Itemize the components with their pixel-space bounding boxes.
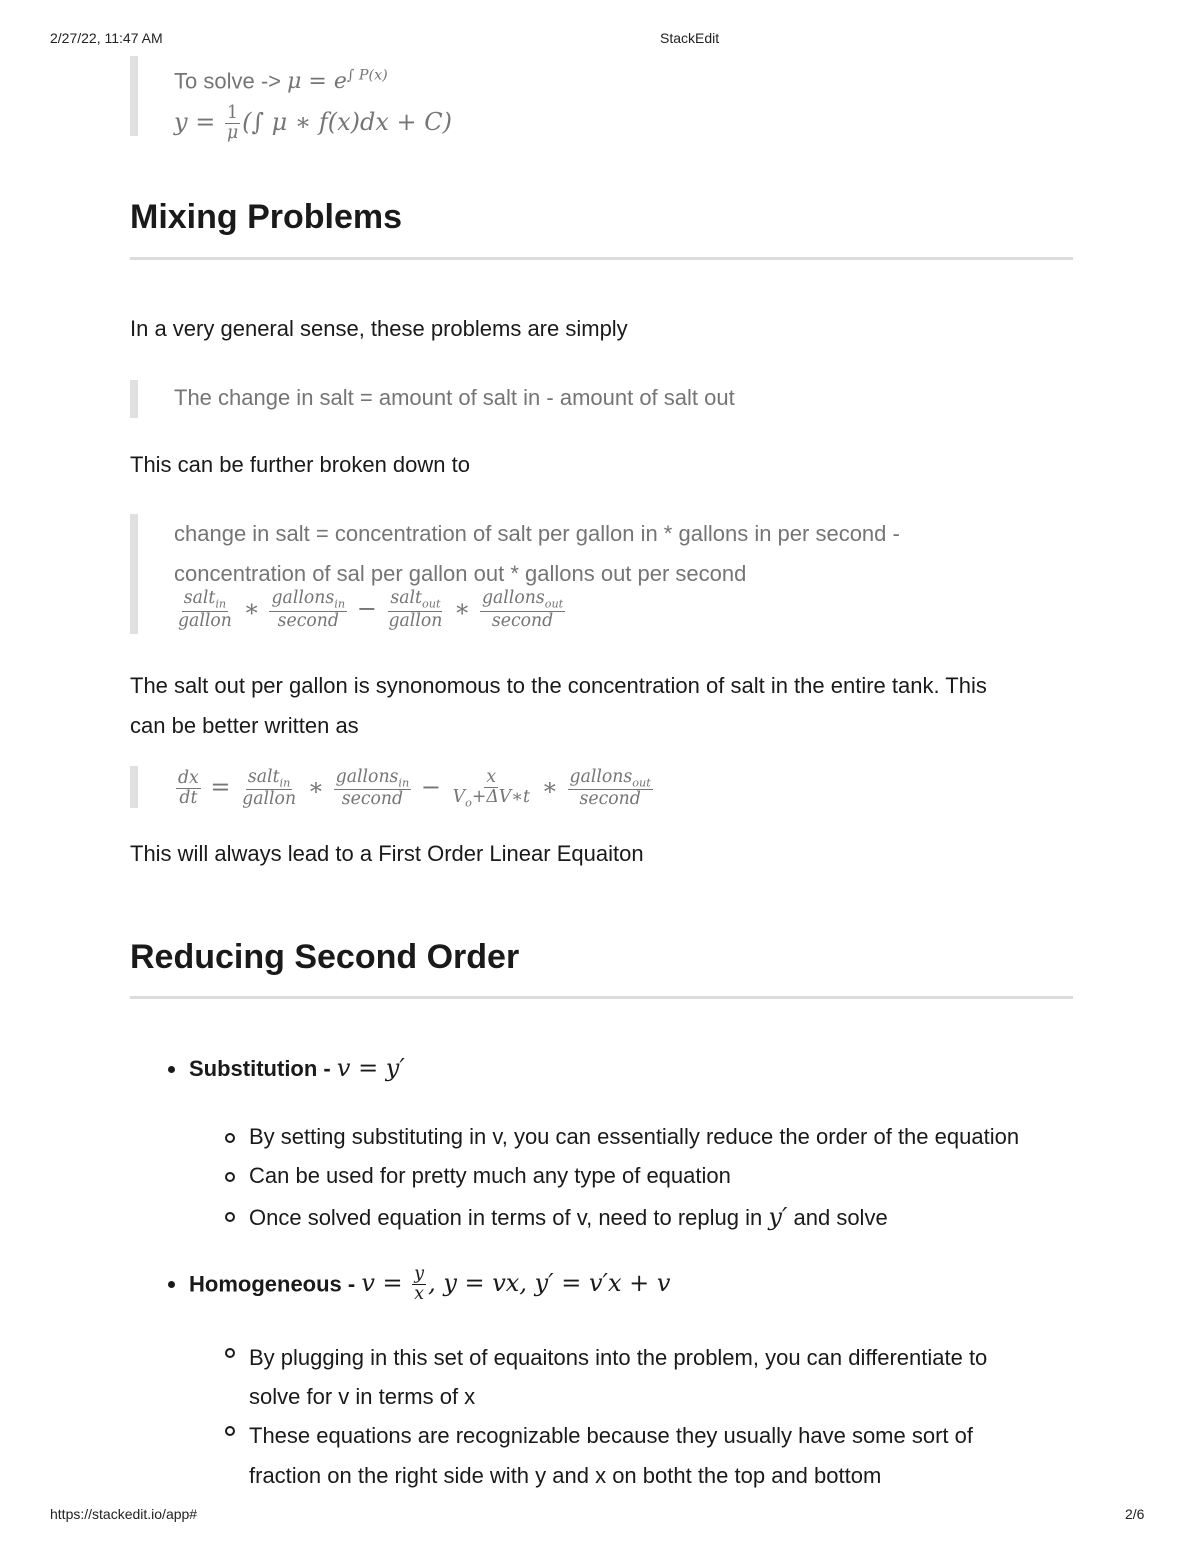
- salt-change-quote: [130, 380, 735, 418]
- homogeneous-point-1-line-2: solve for v in terms of x: [249, 1384, 476, 1409]
- circle-bullet-icon: [225, 1426, 235, 1436]
- page-number: 2/6: [1125, 1506, 1145, 1522]
- broken-down-paragraph: This can be further broken down to: [130, 452, 470, 477]
- solve-blockquote: [130, 56, 452, 144]
- heading-divider-2: [130, 996, 1073, 999]
- homogeneous-point-2-line-2: fraction on the right side with y and x on botht the top and bottom: [249, 1463, 882, 1488]
- circle-bullet-icon: [225, 1212, 235, 1222]
- print-title: StackEdit: [660, 30, 720, 46]
- bullet-icon: [168, 1281, 175, 1288]
- y-prime-formula: y′: [768, 1203, 788, 1231]
- heading-divider: [130, 257, 1073, 260]
- print-timestamp: 2/27/22, 11:47 AM: [50, 30, 163, 46]
- substitution-point-2: Can be used for pretty much any type of equation: [249, 1163, 731, 1188]
- salt-change-text: The change in salt = amount of salt in - amount of salt out: [174, 385, 735, 410]
- substitution-label: Substitution -: [189, 1056, 331, 1081]
- circle-bullet-icon: [225, 1172, 235, 1182]
- solve-line-1: [174, 56, 452, 102]
- mu-formula: $\mu = e^{\int P(x)}$: [287, 68, 388, 95]
- first-order-paragraph: This will always lead to a First Order Linear Equaiton: [130, 841, 644, 866]
- dxdt-formula: $\frac{dx}{dt}$ = $\frac{salt_{in}}{\text{gallon}}$ ∗ $\frac{gallons_{in}}{\text{second}}$ − $\frac{x}{V_o+\Delta V∗t}$ ∗ $\frac{gallons_{out}}{\text{second}}$: [178, 766, 651, 810]
- circle-bullet-icon: [225, 1133, 235, 1143]
- concentration-quote: [130, 514, 900, 634]
- salt-out-paragraph: [130, 666, 987, 746]
- homogeneous-point-1: [249, 1338, 987, 1416]
- homogeneous-point-1-line-1: By plugging in this set of equaitons into the problem, you can differentiate to: [249, 1345, 988, 1370]
- replug-text: Once solved equation in terms of v, need to replug in: [249, 1205, 763, 1230]
- salt-out-line-1: The salt out per gallon is synonomous to the concentration of salt in the entire tank. This: [130, 673, 987, 698]
- concentration-line-2: concentration of sal per gallon out * gallons out per second: [174, 561, 747, 586]
- print-url[interactable]: https://stackedit.io/app#: [50, 1506, 198, 1522]
- homogeneous-item: [189, 1266, 670, 1304]
- substitution-point-1: By setting substituting in v, you can essentially reduce the order of the equation: [249, 1124, 1020, 1149]
- y-solution-formula: y = $\frac{1}{\mu}$ (∫ μ ∗ f(x)dx + C): [174, 103, 452, 144]
- rate-formula: $\frac{salt_{in}}{\text{gallon}}$ ∗ $\frac{gallons_{in}}{\text{second}}$ − $\frac{salt_{out}}{\text{gallon}}$ ∗ $\frac{gallons_{out}}{\text{second}}$: [178, 588, 564, 631]
- reducing-second-order-heading: Reducing Second Order: [130, 938, 520, 976]
- solve-label: To solve ->: [174, 68, 281, 94]
- circle-bullet-icon: [225, 1348, 235, 1358]
- mixing-problems-heading: Mixing Problems: [130, 198, 403, 236]
- and-solve-text: and solve: [793, 1205, 888, 1230]
- homogeneous-label: Homogeneous -: [189, 1271, 356, 1297]
- bullet-icon: [168, 1066, 175, 1073]
- substitution-point-3: [249, 1203, 888, 1231]
- homogeneous-point-2-line-1: These equations are recognizable because they usually have some sort of: [249, 1423, 973, 1448]
- homogeneous-point-2: [249, 1416, 973, 1496]
- substitution-item: [189, 1054, 405, 1082]
- mixing-intro: In a very general sense, these problems are simply: [130, 316, 628, 341]
- homogeneous-formula: v = $\frac{y}{x}$ , y = vx, y′ = v′x + v: [361, 1264, 671, 1305]
- concentration-line-1: change in salt = concentration of salt per gallon in * gallons in per second -: [174, 521, 900, 546]
- salt-out-line-2: can be better written as: [130, 713, 359, 738]
- dxdt-quote: [130, 766, 655, 808]
- substitution-formula: v = y′: [336, 1054, 405, 1082]
